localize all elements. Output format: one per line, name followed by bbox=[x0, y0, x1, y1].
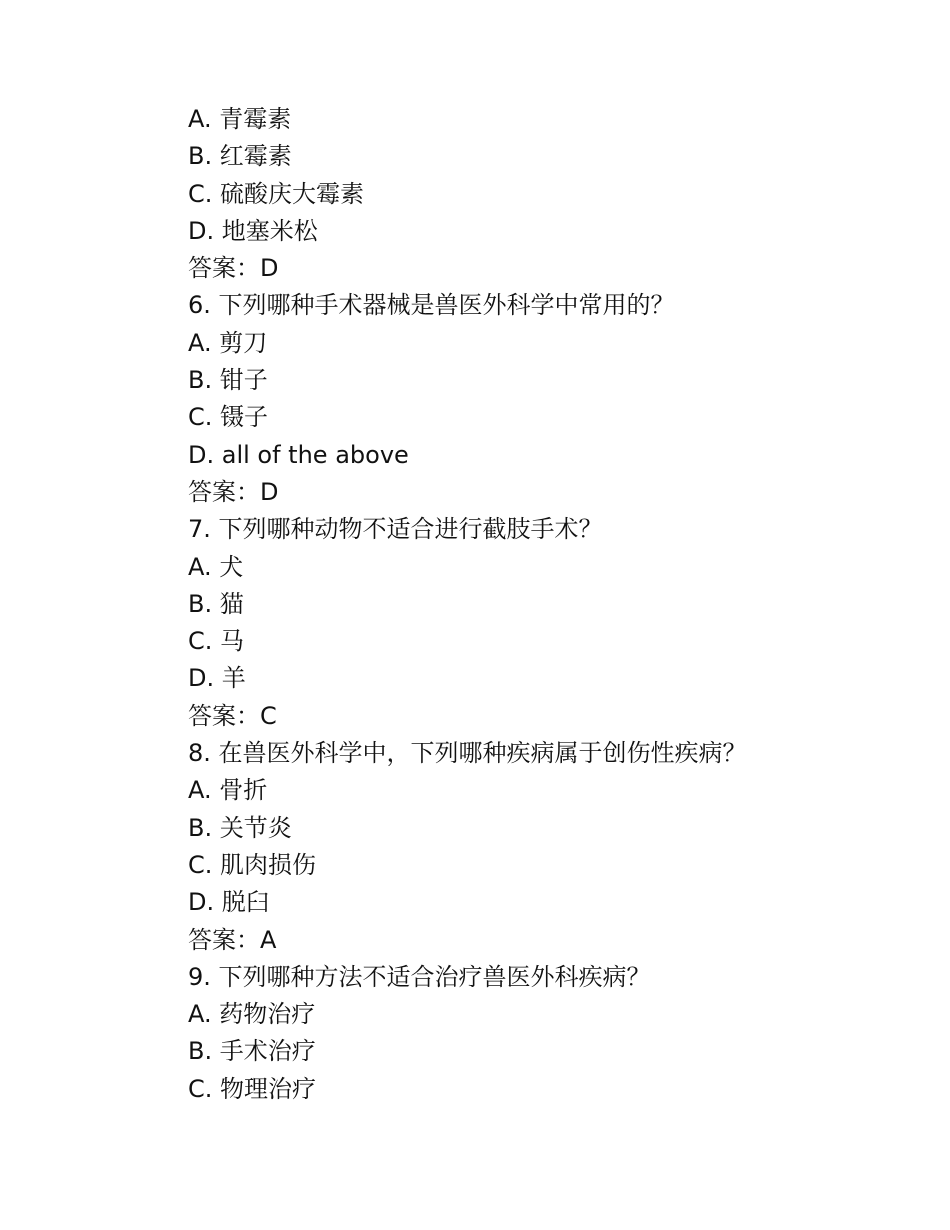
option-d: D. all of the above bbox=[188, 440, 409, 469]
answer: 答案：D bbox=[188, 254, 279, 283]
option-b: B. 猫 bbox=[188, 589, 244, 618]
answer: 答案：D bbox=[188, 477, 279, 506]
option-c: C. 镊子 bbox=[188, 403, 269, 432]
answer: 答案：C bbox=[188, 701, 277, 730]
question-6: 6. 下列哪种手术器械是兽医外科学中常用的？ bbox=[188, 291, 675, 320]
option-d: D. 脱臼 bbox=[188, 888, 270, 917]
question-list bbox=[188, 101, 888, 1108]
option-a: A. 青霉素 bbox=[188, 105, 292, 133]
option-b: B. 钳子 bbox=[188, 366, 268, 395]
option-c: C. 物理治疗 bbox=[188, 1074, 317, 1103]
option-b: B. 关节炎 bbox=[188, 813, 292, 842]
option-c: C. 马 bbox=[188, 627, 245, 656]
option-d: D. 羊 bbox=[188, 664, 246, 693]
question-9: 9. 下列哪种方法不适合治疗兽医外科疾病？ bbox=[188, 962, 651, 991]
option-d: D. 地塞米松 bbox=[188, 216, 318, 245]
option-c: C. 肌肉损伤 bbox=[188, 850, 317, 879]
option-a: A. 犬 bbox=[188, 552, 244, 581]
question-8: 8. 在兽医外科学中，下列哪种疾病属于创伤性疾病？ bbox=[188, 739, 747, 768]
answer: 答案：A bbox=[188, 925, 277, 954]
option-c: C. 硫酸庆大霉素 bbox=[188, 179, 365, 208]
option-a: A. 剪刀 bbox=[188, 328, 268, 357]
option-a: A. 药物治疗 bbox=[188, 1000, 316, 1029]
option-b: B. 手术治疗 bbox=[188, 1037, 316, 1066]
option-a: A. 骨折 bbox=[188, 776, 268, 805]
question-7: 7. 下列哪种动物不适合进行截肢手术？ bbox=[188, 515, 603, 544]
option-b: B. 红霉素 bbox=[188, 142, 292, 171]
